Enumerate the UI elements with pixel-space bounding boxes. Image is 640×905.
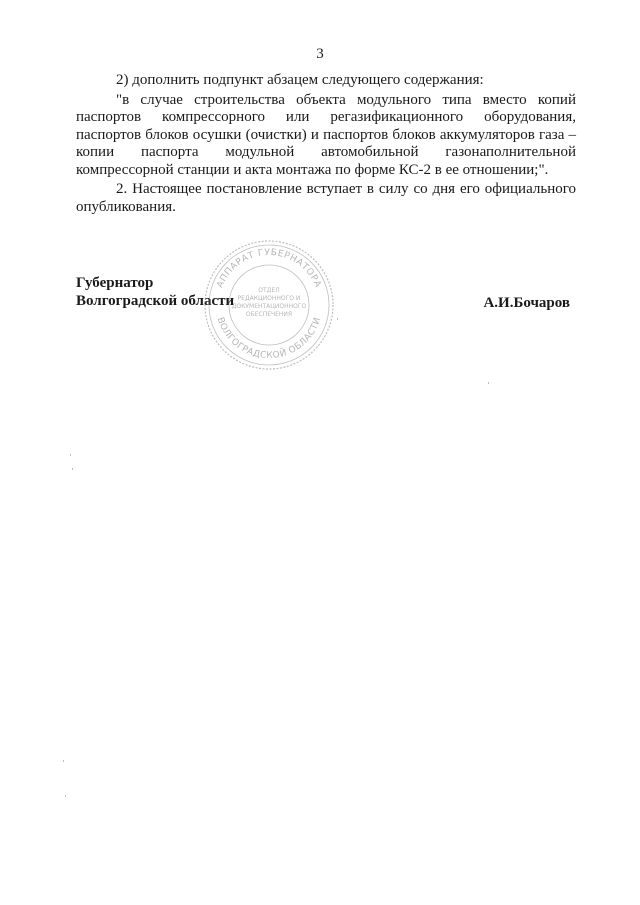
official-seal-stamp xyxy=(202,238,336,372)
scan-speck xyxy=(65,795,66,797)
paragraph-effective-date: 2. Настоящее постановление вступает в силу со дня его официального опубликования. xyxy=(76,181,576,215)
signatory-name: А.И.Бочаров xyxy=(483,295,570,311)
paragraph-amendment-intro: 2) дополнить подпункт абзацем следующего содержания: xyxy=(116,72,484,88)
scan-speck xyxy=(63,760,64,762)
seal-outer-text-top: АППАРАТ ГУБЕРНАТОРА xyxy=(215,247,323,290)
page-number: 3 xyxy=(316,46,324,62)
signatory-title: Губернатор xyxy=(76,275,154,291)
paragraph-amendment-text: "в случае строительства объекта модульного типа вместо копий паспортов компрессорного или регазификационного оборудования, паспортов блоков осушки (очистки) и паспортов блоков аккумуляторов газа – копии паспорта модульной автомобильной газонаполнительной компрессорной станции и акта монтажа по форме КС-2 в ее отношении;". xyxy=(76,91,576,178)
document-body xyxy=(76,72,576,216)
seal-inner-line-3: ДОКУМЕНТАЦИОННОГО xyxy=(231,303,307,310)
scan-speck xyxy=(488,382,489,384)
seal-inner-line-1: ОТДЕЛ xyxy=(258,287,280,294)
scan-speck xyxy=(70,454,71,456)
scan-speck xyxy=(337,318,338,320)
signatory-region: Волгоградской области xyxy=(76,293,235,309)
seal-inner-line-4: ОБЕСПЕЧЕНИЯ xyxy=(245,311,293,318)
scan-speck xyxy=(72,468,73,470)
seal-outer-text-bottom: ВОЛГОГРАДСКОЙ ОБЛАСТИ xyxy=(214,316,324,362)
seal-inner-line-2: РЕДАКЦИОННОГО И xyxy=(237,295,301,302)
